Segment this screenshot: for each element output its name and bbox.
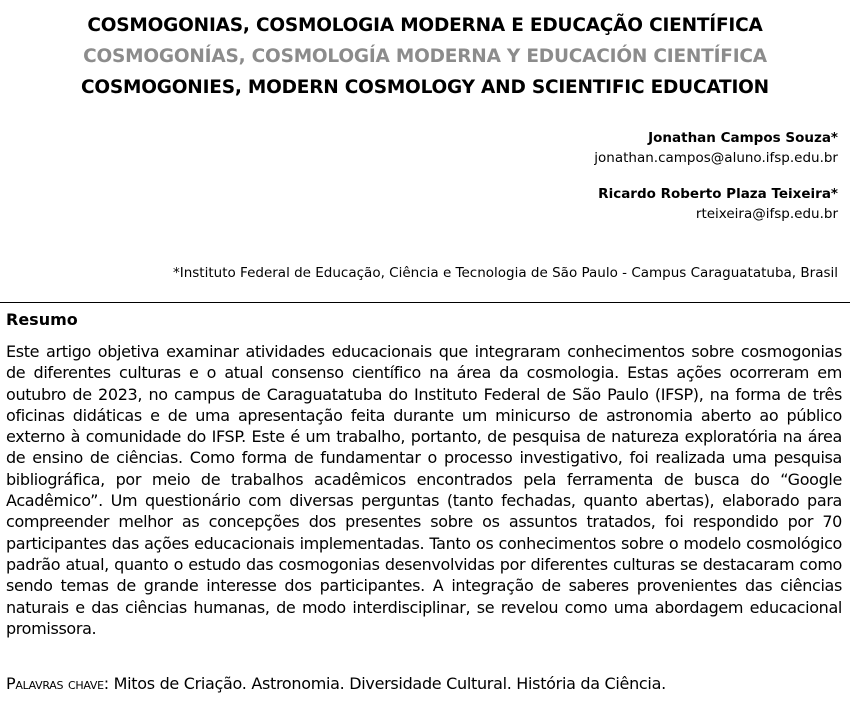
author-name: Ricardo Roberto Plaza Teixeira* <box>598 186 838 202</box>
author-email: rteixeira@ifsp.edu.br <box>695 206 838 222</box>
author-name: Jonathan Campos Souza* <box>648 130 838 146</box>
author-email: jonathan.campos@aluno.ifsp.edu.br <box>594 150 838 166</box>
keywords-label: Palavras chave <box>6 674 104 693</box>
abstract-body: Este artigo objetiva examinar atividades educacionais que integraram conhecimentos sobre cosmogonias de diferentes culturas e o atual consenso científico na área da cosmologia. Estas ações ocorreram em outubro de 2023, no campus de Caraguatatuba do Instituto Federal de São Paulo (IFSP), na forma de três oficinas didáticas e de uma apresentação feita durante um minicurso de astronomia aberto ao público externo à comunidade do IFSP. Este é um trabalho, portanto, de pesquisa de natureza exploratória na área de ensino de ciências. Como forma de fundamentar o processo investigativo, foi realizada uma pesquisa bibliográfica, por meio de trabalhos acadêmicos encontrados pela ferramenta de busca do “Google Acadêmico”. Um questionário com diversas perguntas (tanto fechadas, quanto abertas), elaborado para compreender melhor as concepções dos presentes sobre os assuntos tratados, foi respondido por 70 participantes das ações educacionais implementadas. Tanto os conhecimentos sobre o modelo cosmológico padrão atual, quanto o estudo das cosmogonias desenvolvidas por diferentes culturas se destacaram como sendo temas de grande interesse dos participantes. A integração de saberes provenientes das ciências naturais e das ciências humanas, de modo interdisciplinar, se revelou como uma abordagem educacional promissora. <box>6 342 842 638</box>
title-portuguese: COSMOGONIAS, COSMOLOGIA MODERNA E EDUCAÇÃO CIENTÍFICA <box>87 15 763 36</box>
title-block <box>0 10 850 103</box>
abstract-heading: Resumo <box>6 310 78 329</box>
keywords-text: Mitos de Criação. Astronomia. Diversidade Cultural. História da Ciência. <box>108 674 666 693</box>
title-english: COSMOGONIES, MODERN COSMOLOGY AND SCIENTIFIC EDUCATION <box>81 77 769 98</box>
author-1 <box>594 128 838 168</box>
keywords-separator: : <box>103 674 109 693</box>
section-divider <box>0 302 850 303</box>
authors-block <box>594 128 838 224</box>
affiliation: *Instituto Federal de Educação, Ciência e Tecnologia de São Paulo - Campus Caraguatatuba, Brasil <box>172 265 838 281</box>
author-2 <box>594 184 838 224</box>
title-spanish: COSMOGONÍAS, COSMOLOGÍA MODERNA Y EDUCACIÓN CIENTÍFICA <box>83 46 767 67</box>
keywords-line <box>6 673 842 695</box>
